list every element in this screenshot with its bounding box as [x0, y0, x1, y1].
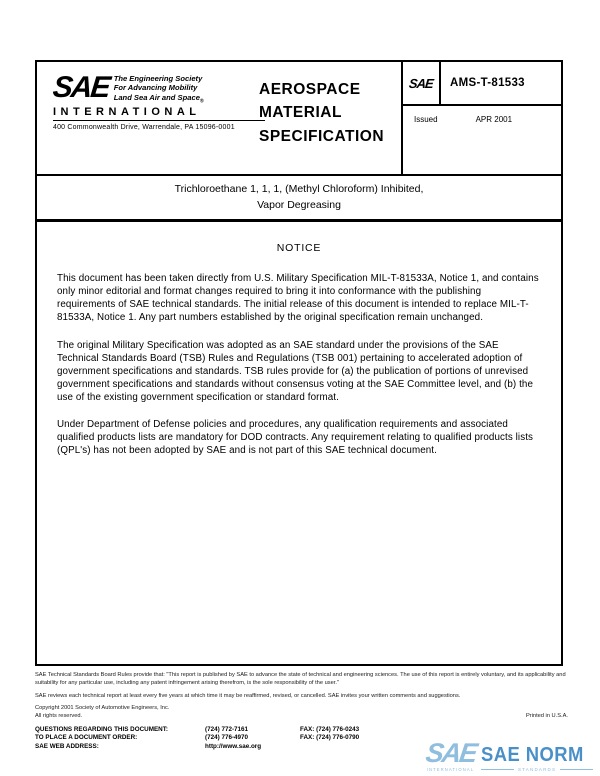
doc-number-box	[401, 62, 561, 174]
spec-title-line-1: Trichloroethane 1, 1, 1, (Methyl Chloroform) Inhibited,	[174, 183, 424, 196]
review-disclaimer: SAE reviews each technical report at least every five years at which time it may be reaffirmed, revised, or cancelled. SAE invites your written comments and suggestions.	[35, 692, 461, 699]
all-rights-reserved: All rights reserved.	[35, 713, 83, 720]
cover-border-box	[35, 60, 563, 666]
notice-paragraph-2: The original Military Specification was adopted as an SAE standard under the provisions of the SAE Technical Standards Board (TSB) Rules and Regulations (TSB 001) pertaining to accelerated adoption of government specifications and standards. TSB rules provide for (a) the publication of portions of unrevised government specifications and standards without consensus voting at the SAE Committee level, and (b) the use of the existing government specification or standard format.	[57, 339, 534, 403]
tagline-dash-right	[560, 769, 593, 770]
sae-logo-icon: SAE	[51, 71, 111, 104]
sae-address: 400 Commonwealth Drive, Warrendale, PA 15096-0001	[53, 123, 235, 131]
sae-norm-sae-icon: SAE	[423, 738, 478, 769]
printed-in-usa: Printed in U.S.A.	[525, 713, 568, 720]
registered-trademark-symbol: ®	[199, 98, 204, 105]
doc-number-row	[403, 62, 561, 106]
notice-heading: NOTICE	[276, 242, 322, 254]
sae-norm-logo-right	[481, 746, 593, 772]
notice-paragraph-1: This document has been taken directly from U.S. Military Specification MIL-T-81533A, Notice 1, and contains only minor editorial and format changes required to bring it into conformance with the publishing requirements of SAE technical standards. The initial release of this document is intended to replace MIL-T-81533A, Notice 1. Any part numbers established by the original specification remain unchanged.	[57, 273, 539, 324]
footer-fine-print	[35, 671, 568, 720]
contact-row-web	[35, 743, 465, 751]
sae-web-address: http://www.sae.org	[205, 742, 262, 750]
issued-date: APR 2001	[475, 115, 513, 124]
spec-title-line-2: Vapor Degreasing	[257, 198, 341, 211]
contact-fax: FAX: (724) 776-0790	[300, 734, 360, 742]
notice-section	[37, 222, 561, 458]
tsb-disclaimer: SAE Technical Standards Board Rules provide that: "This report is published by SAE to advance the state of technical and engineering sciences. The use of this report is entirely voluntary, and its applicability and suitability for any particular use, including any patent infringement arising therefrom, is the sole responsibility of the user."	[35, 672, 566, 687]
sae-norm-name: SAE NORM	[481, 744, 585, 766]
cover-header	[37, 62, 561, 176]
sae-logo	[51, 71, 265, 131]
sae-small-logo-icon: SAE	[408, 75, 434, 91]
issued-label: Issued	[414, 115, 438, 124]
contact-label: SAE WEB ADDRESS:	[35, 742, 99, 750]
tagline-line-2: For Advancing Mobility	[113, 83, 198, 93]
sae-logo-top	[51, 71, 265, 105]
doc-number: AMS-T-81533	[450, 77, 525, 89]
contact-phone: (724) 776-4970	[205, 734, 249, 742]
sae-norm-tagline-text: STANDARDS	[517, 767, 557, 772]
sae-international-label: INTERNATIONAL	[53, 106, 265, 121]
notice-paragraph-3: Under Department of Defense policies and procedures, any qualification requirements and associated qualified products lists are mandatory for DOD contracts. Any requirement relating to qualified products lists (QPL's) has not been adopted by SAE and is not part of this SAE technical document.	[57, 419, 534, 457]
tagline-dash-left	[481, 769, 514, 770]
tagline-line-1: The Engineering Society	[113, 74, 203, 83]
sae-logo-tagline	[114, 74, 204, 105]
doc-type-line-2: MATERIAL	[259, 104, 342, 122]
contact-label: QUESTIONS REGARDING THIS DOCUMENT:	[35, 726, 168, 733]
contact-block	[35, 726, 465, 751]
sae-norm-international: INTERNATIONAL	[426, 767, 475, 772]
contact-fax: FAX: (724) 776-0243	[300, 726, 360, 733]
spec-title	[37, 176, 561, 222]
contact-phone: (724) 772-7161	[205, 726, 249, 733]
doc-type-line-1: AEROSPACE	[259, 81, 361, 98]
contact-row-questions	[35, 726, 465, 734]
sae-norm-logo-left	[423, 738, 478, 772]
doc-type-line-3: SPECIFICATION	[259, 127, 385, 145]
sae-norm-watermark	[423, 738, 593, 772]
document-type-title	[259, 78, 384, 148]
contact-label: TO PLACE A DOCUMENT ORDER:	[35, 734, 138, 742]
tagline-line-3: Land Sea Air and Space	[113, 92, 200, 102]
header-left-cell	[37, 62, 401, 174]
issued-row	[403, 106, 561, 124]
sae-norm-tagline	[481, 767, 593, 772]
contact-row-orders	[35, 734, 465, 742]
rights-line	[35, 712, 568, 720]
sae-small-logo-cell	[403, 62, 441, 104]
copyright-line: Copyright 2001 Society of Automotive Engineers, Inc.	[35, 704, 170, 711]
